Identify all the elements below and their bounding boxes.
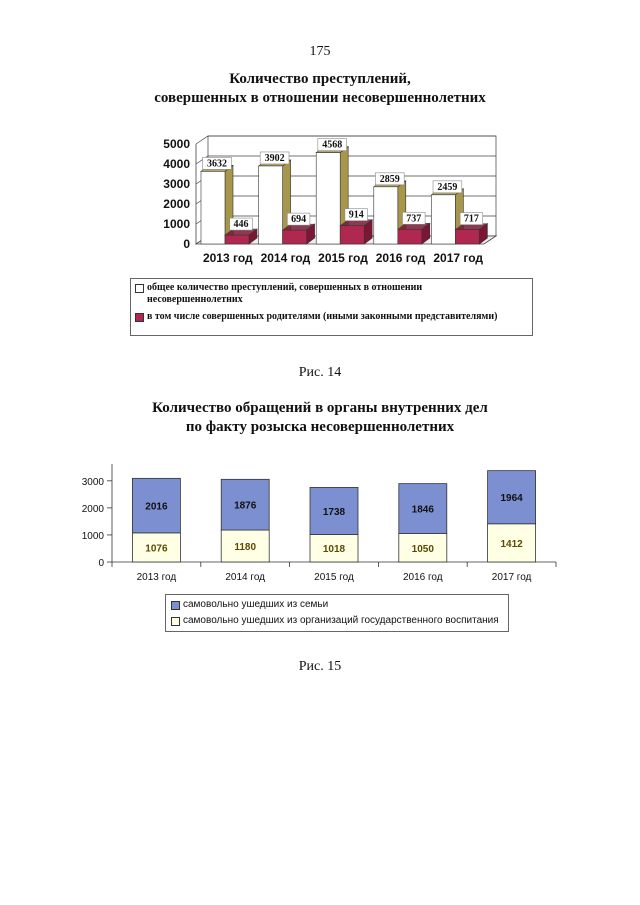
legend-label-family: самовольно ушедших из семьи <box>183 599 329 610</box>
chart1-data-label-total: 2859 <box>379 173 400 185</box>
chart2-y-tick-label: 1000 <box>81 530 104 542</box>
chart1-x-tick-label: 2016 год <box>375 251 426 265</box>
figure1-title-line2: совершенных в отношении несовершеннолетних <box>154 90 486 106</box>
legend-item-institutions <box>171 615 499 626</box>
chart2-data-label-institutions: 1412 <box>500 538 523 550</box>
chart1-x-tick-label: 2015 год <box>318 251 368 265</box>
chart1-x-tick-label: 2013 год <box>202 251 253 265</box>
legend-label-parents: в том числе совершенных родителями (иными законными представителями) <box>147 311 498 322</box>
chart2-data-label-institutions: 1180 <box>234 542 257 554</box>
chart1-x-tick-label: 2014 год <box>260 251 311 265</box>
legend-item-family <box>171 599 328 610</box>
chart2-x-tick-label: 2013 год <box>136 572 177 583</box>
chart1-data-label-total: 4568 <box>322 139 343 151</box>
chart1-data-label-parents: 694 <box>291 214 307 226</box>
chart1-y-tick-label: 0 <box>183 237 190 251</box>
chart2-data-label-family: 1964 <box>500 493 523 505</box>
chart2-x-tick-label: 2015 год <box>314 572 354 583</box>
chart1-y-tick-label: 5000 <box>163 137 190 151</box>
figure2-caption: Рис. 15 <box>298 659 342 674</box>
chart2-data-label-family: 1876 <box>234 500 257 512</box>
chart1-y-tick-label: 4000 <box>163 157 190 171</box>
chart2-x-tick-label: 2016 год <box>402 572 443 583</box>
legend-swatch-family <box>171 601 180 610</box>
chart1-data-label-parents: 737 <box>406 213 422 225</box>
figure1-caption: Рис. 14 <box>298 365 342 380</box>
chart2-y-tick-label: 0 <box>98 558 104 569</box>
legend-label-total: общее количество преступлений, совершенных в отношении несовершеннолетних <box>147 282 423 305</box>
chart2-x-tick-label: 2017 год <box>491 572 532 583</box>
chart2-y-tick-label: 2000 <box>81 503 104 515</box>
chart1-data-label-parents: 717 <box>463 213 479 225</box>
chart2-data-label-family: 1738 <box>322 506 346 518</box>
chart1-data-label-parents: 914 <box>348 209 364 221</box>
figure2-title-line1: Количество обращений в органы внутренних дел <box>152 400 488 416</box>
chart2-data-label-family: 1846 <box>411 504 434 516</box>
legend-swatch-institutions <box>171 617 180 626</box>
chart2-data-label-institutions: 1076 <box>145 543 168 555</box>
page-number: 175 <box>309 44 331 59</box>
figure1-title-line1: Количество преступлений, <box>229 71 411 87</box>
chart1-y-tick-label: 3000 <box>163 177 190 191</box>
chart2-y-tick-label: 3000 <box>81 476 104 488</box>
chart1-data-label-parents: 446 <box>233 219 249 231</box>
chart2-x-tick-label: 2014 год <box>225 572 266 583</box>
chart1-y-tick-label: 1000 <box>163 217 190 231</box>
chart1-data-label-total: 3632 <box>207 158 227 170</box>
chart2-data-label-family: 2016 <box>145 501 168 513</box>
legend-label-institutions: самовольно ушедших из организаций государственного воспитания <box>183 615 499 626</box>
figure2-title-line2: по факту розыска несовершеннолетних <box>185 419 455 435</box>
figure2-legend <box>165 594 509 632</box>
chart1-data-label-total: 3902 <box>264 152 285 164</box>
chart1-x-tick-label: 2017 год <box>433 251 484 265</box>
chart1-y-tick-label: 2000 <box>163 197 190 211</box>
chart2-data-label-institutions: 1018 <box>322 544 346 556</box>
chart2-data-label-institutions: 1050 <box>411 543 434 555</box>
chart1-data-label-total: 2459 <box>437 181 458 193</box>
